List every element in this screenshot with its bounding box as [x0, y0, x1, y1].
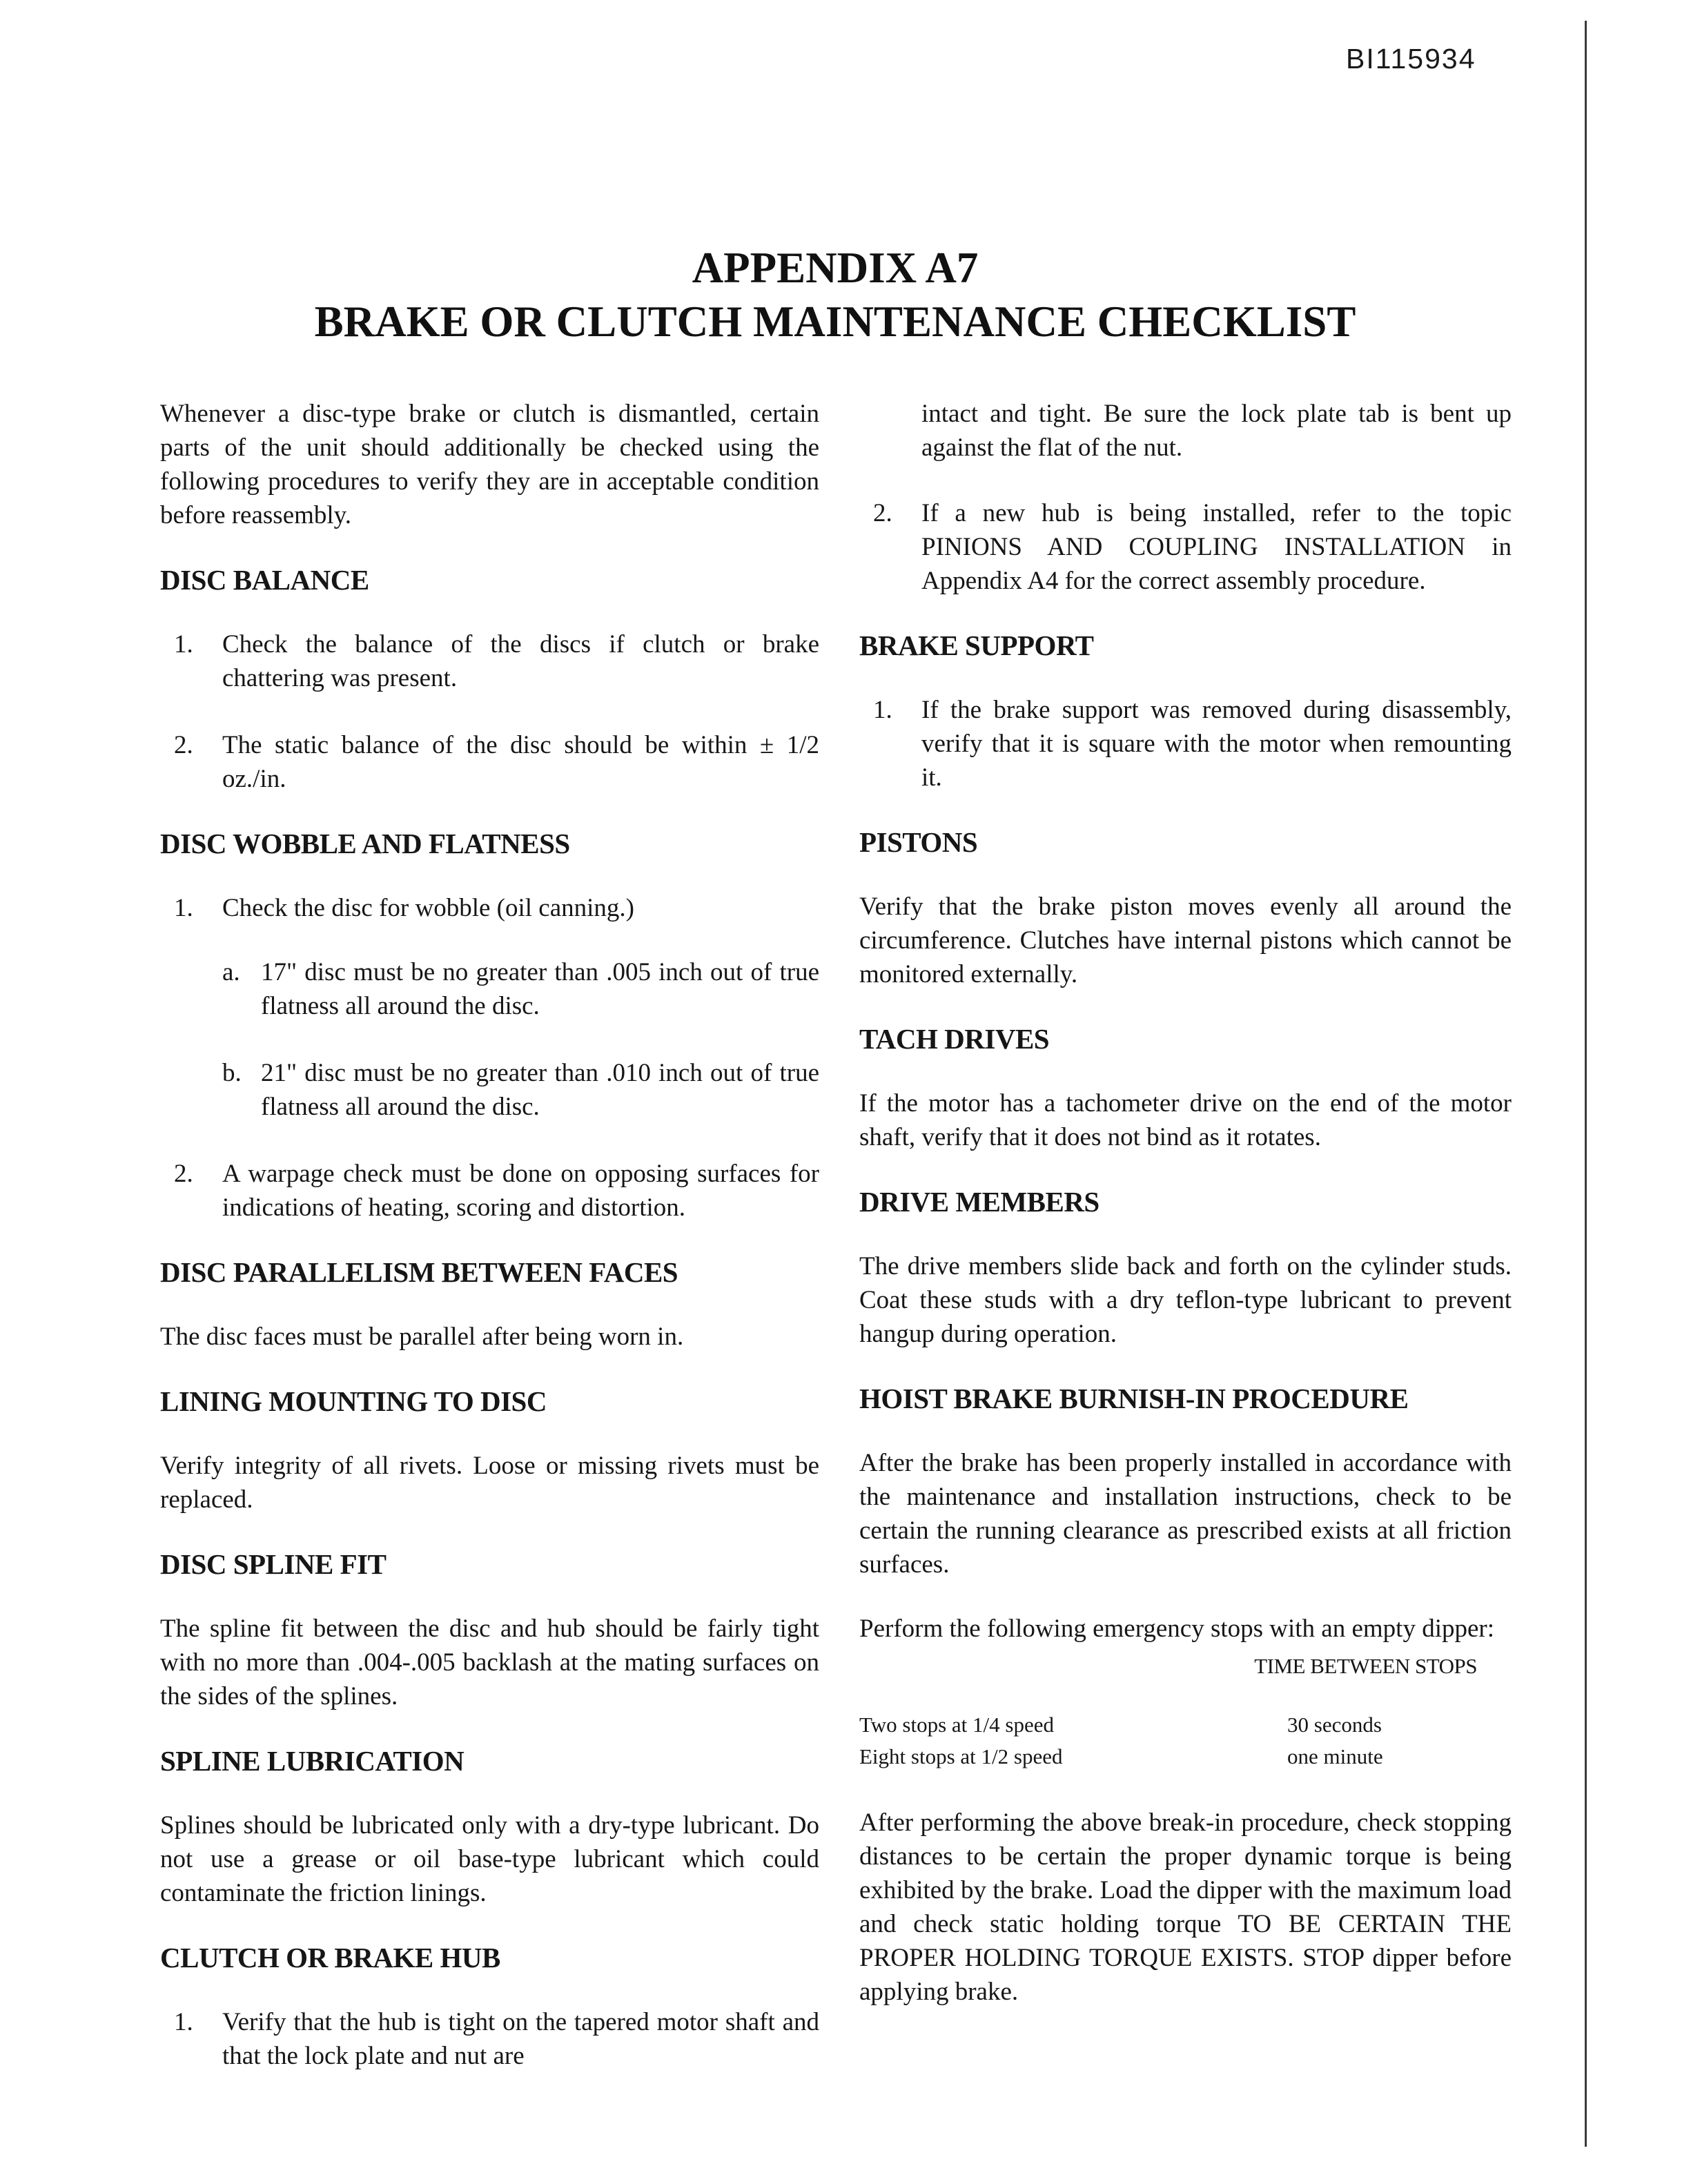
table-row: Eight stops at 1/2 speed one minute: [859, 1744, 1383, 1768]
section-heading-drive-members: DRIVE MEMBERS: [859, 1186, 1099, 1218]
list-item: 1. If the brake support was removed during disassembly, verify that it is square with the motor when remounting it.: [873, 696, 1512, 792]
left-column: [160, 397, 819, 2073]
sub-list-item: a. 17" disc must be no greater than .005 inch out of true flatness all around the disc.: [222, 958, 819, 1020]
disc-spline-fit-text: The spline fit between the disc and hub should be fairly tight with no more than .004-.005 backlash at the mating surfaces on the sides of the splines.: [160, 1615, 819, 1710]
appendix-title: APPENDIX A7: [692, 244, 979, 292]
spline-lubrication-text: Splines should be lubricated only with a dry-type lubricant. Do not use a grease or oil base-type lubricant which could contaminate the friction linings.: [160, 1811, 819, 1907]
tach-drives-text: If the motor has a tachometer drive on the end of the motor shaft, verify that it does not bind as it rotates.: [859, 1089, 1512, 1151]
document-id: BI115934: [1346, 43, 1476, 75]
lining-mounting-text: Verify integrity of all rivets. Loose or missing rivets must be replaced.: [160, 1452, 819, 1514]
section-heading-disc-parallelism: DISC PARALLELISM BETWEEN FACES: [160, 1256, 678, 1288]
section-heading-disc-balance: DISC BALANCE: [160, 564, 369, 596]
section-heading-burnish: HOIST BRAKE BURNISH-IN PROCEDURE: [859, 1383, 1409, 1414]
right-column: [859, 397, 1512, 2009]
burnish-paragraph-3: After performing the above break-in procedure, check stopping distances to be certain the proper dynamic torque is being exhibited by the brake. Load the dipper with the maximum load and check static holding torque TO BE CERTAIN THE PROPER HOLDING TORQUE EXISTS. STOP dipper before applying brake.: [859, 1808, 1512, 2006]
section-heading-pistons: PISTONS: [859, 826, 978, 858]
burnish-paragraph-2: Perform the following emergency stops with an empty dipper:: [859, 1615, 1495, 1643]
stops-table: [859, 1709, 1512, 1773]
list-item: 1. Check the balance of the discs if clutch or brake chattering was present.: [174, 630, 819, 692]
drive-members-text: The drive members slide back and forth on the cylinder studs. Coat these studs with a dry teflon-type lubricant to prevent hangup during operation.: [859, 1252, 1512, 1348]
list-item: 1. Check the disc for wobble (oil canning.): [174, 894, 634, 922]
section-heading-hub: CLUTCH OR BRAKE HUB: [160, 1942, 500, 1973]
page-title: BRAKE OR CLUTCH MAINTENANCE CHECKLIST: [314, 298, 1356, 346]
burnish-paragraph-1: After the brake has been properly installed in accordance with the maintenance and installation instructions, check to be certain the running clearance as prescribed exists at all friction surfaces.: [859, 1449, 1512, 1579]
hub-item-continuation: intact and tight. Be sure the lock plate tab is bent up against the flat of the nut.: [921, 400, 1512, 462]
section-heading-disc-wobble: DISC WOBBLE AND FLATNESS: [160, 828, 570, 859]
sub-list-item: b. 21" disc must be no greater than .010 inch out of true flatness all around the disc.: [222, 1059, 819, 1121]
list-item: 2. If a new hub is being installed, refer to the topic PINIONS AND COUPLING INSTALLATION in Appendix A4 for the correct assembly procedure.: [873, 499, 1512, 595]
list-item: 2. The static balance of the disc should be within ± 1/2 oz./in.: [174, 731, 819, 793]
stops-table-header: TIME BETWEEN STOPS: [1254, 1654, 1477, 1678]
section-heading-disc-spline-fit: DISC SPLINE FIT: [160, 1548, 387, 1580]
intro-paragraph: Whenever a disc-type brake or clutch is dismantled, certain parts of the unit should additionally be checked using the following procedures to verify they are in acceptable condition before reassembly.: [160, 400, 819, 529]
list-item: 1. Verify that the hub is tight on the tapered motor shaft and that the lock plate and nut are: [174, 2008, 819, 2070]
section-heading-brake-support: BRAKE SUPPORT: [859, 630, 1094, 661]
section-heading-tach-drives: TACH DRIVES: [859, 1023, 1050, 1055]
pistons-text: Verify that the brake piston moves evenly all around the circumference. Clutches have internal pistons which cannot be monitored externally.: [859, 893, 1512, 988]
section-heading-lining-mounting: LINING MOUNTING TO DISC: [160, 1385, 547, 1417]
table-row: Two stops at 1/4 speed 30 seconds: [859, 1713, 1382, 1737]
section-heading-spline-lubrication: SPLINE LUBRICATION: [160, 1745, 465, 1777]
disc-parallelism-text: The disc faces must be parallel after being worn in.: [160, 1323, 684, 1351]
list-item: 2. A warpage check must be done on opposing surfaces for indications of heating, scoring and distortion.: [174, 1160, 819, 1222]
